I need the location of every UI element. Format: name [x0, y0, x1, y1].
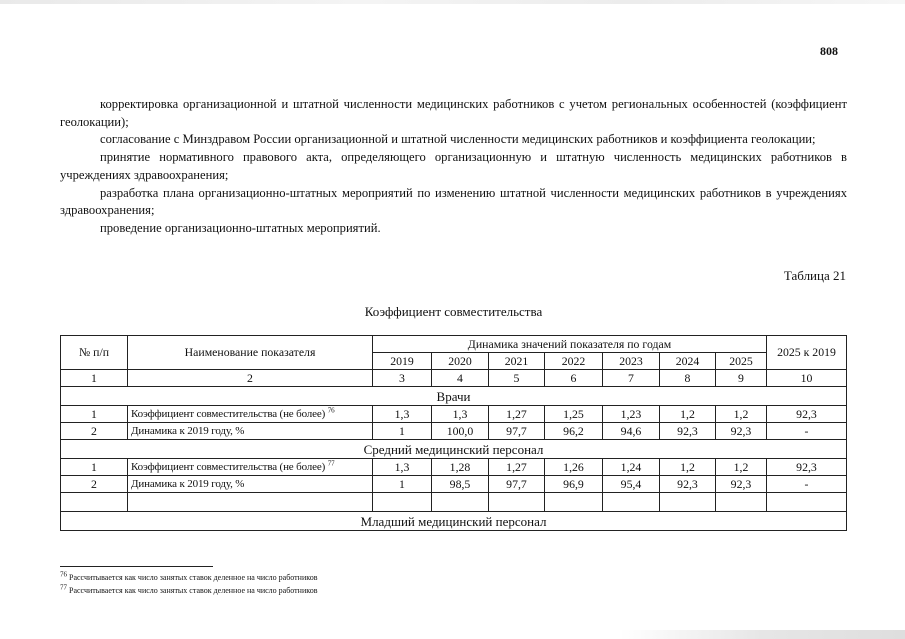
cell-value: 1	[373, 476, 432, 493]
cell-value: 98,5	[432, 476, 489, 493]
column-number: 5	[489, 370, 545, 387]
cell-value: 1,3	[373, 406, 432, 423]
cell-value: 92,3	[716, 423, 767, 440]
section-row	[61, 440, 847, 459]
footnote-text: Рассчитывается как число занятых ставок деленное на число работников	[69, 586, 318, 595]
cell-value: 100,0	[432, 423, 489, 440]
page-number: 808	[820, 44, 838, 58]
footnote-text: Рассчитывается как число занятых ставок деленное на число работников	[69, 573, 318, 582]
cell-value: 1,26	[545, 459, 603, 476]
header-year: 2024	[660, 353, 716, 370]
section-title: Врачи	[61, 387, 847, 406]
row-name	[128, 459, 373, 476]
cell-value: 1,25	[545, 406, 603, 423]
table-row	[61, 459, 847, 476]
cell-value: 1,2	[716, 459, 767, 476]
cell-value: 92,3	[660, 423, 716, 440]
footnote-ref: 77	[327, 458, 335, 467]
cell-value: 1,3	[373, 459, 432, 476]
cell-value: 1,2	[660, 459, 716, 476]
empty-cell	[716, 493, 767, 512]
empty-cell	[767, 493, 847, 512]
row-name: Динамика к 2019 году, %	[128, 476, 373, 493]
table-label: Таблица 21	[783, 268, 846, 283]
section-title: Младший медицинский персонал	[61, 512, 847, 531]
cell-ratio: 92,3	[767, 459, 847, 476]
table-header-row	[61, 336, 847, 353]
cell-value: 92,3	[716, 476, 767, 493]
cell-value: 1,27	[489, 406, 545, 423]
paragraph: разработка плана организационно-штатных мероприятий по изменению штатной численности медицинских работников в учреждениях здравоохранения;	[60, 185, 847, 218]
paragraph: проведение организационно-штатных мероприятий.	[100, 220, 381, 235]
footnote-separator	[60, 566, 213, 567]
cell-value: 96,2	[545, 423, 603, 440]
column-number: 10	[767, 370, 847, 387]
cell-value: 92,3	[660, 476, 716, 493]
cell-value: 1,3	[432, 406, 489, 423]
column-number: 1	[61, 370, 128, 387]
header-year: 2019	[373, 353, 432, 370]
column-number: 3	[373, 370, 432, 387]
header-year: 2022	[545, 353, 603, 370]
row-num: 2	[61, 423, 128, 440]
column-number: 2	[128, 370, 373, 387]
scan-edge-bottom	[620, 630, 905, 639]
paragraph: принятие нормативного правового акта, определяющего организационную и штатную численность медицинских работников в учреждениях здравоохранения;	[60, 150, 847, 182]
coefficient-table	[60, 335, 847, 531]
empty-cell	[61, 493, 128, 512]
scan-edge-top	[0, 0, 905, 4]
column-number: 6	[545, 370, 603, 387]
row-name	[128, 406, 373, 423]
header-year: 2025	[716, 353, 767, 370]
header-year: 2023	[603, 353, 660, 370]
cell-ratio: 92,3	[767, 406, 847, 423]
table-row	[61, 406, 847, 423]
cell-value: 1,23	[603, 406, 660, 423]
empty-cell	[373, 493, 432, 512]
paragraph: согласование с Минздравом России организационной и штатной численности медицинских работников и коэффициента геолокации;	[100, 132, 816, 147]
cell-value: 96,9	[545, 476, 603, 493]
column-number-row	[61, 370, 847, 387]
header-dynamics: Динамика значений показателя по годам	[373, 336, 767, 353]
table-title: Коэффициент совместительства	[364, 304, 543, 319]
table-row	[61, 476, 847, 493]
empty-cell	[128, 493, 373, 512]
row-num: 1	[61, 406, 128, 423]
empty-cell	[489, 493, 545, 512]
empty-cell	[660, 493, 716, 512]
footnote	[60, 570, 318, 582]
empty-cell	[603, 493, 660, 512]
row-num: 2	[61, 476, 128, 493]
cell-ratio: -	[767, 423, 847, 440]
column-number: 4	[432, 370, 489, 387]
cell-value: 1,28	[432, 459, 489, 476]
section-row	[61, 387, 847, 406]
header-ratio: 2025 к 2019	[767, 336, 847, 370]
column-number: 8	[660, 370, 716, 387]
cell-value: 97,7	[489, 476, 545, 493]
empty-row	[61, 493, 847, 512]
body-text	[60, 96, 847, 238]
table-row	[61, 423, 847, 440]
header-year: 2021	[489, 353, 545, 370]
row-num: 1	[61, 459, 128, 476]
footnote	[60, 583, 318, 595]
column-number: 7	[603, 370, 660, 387]
cell-value: 1,24	[603, 459, 660, 476]
section-title: Средний медицинский персонал	[61, 440, 847, 459]
section-row	[61, 512, 847, 531]
row-name-text: Коэффициент совместительства (не более)	[131, 460, 326, 473]
header-name: Наименование показателя	[128, 336, 373, 370]
cell-value: 97,7	[489, 423, 545, 440]
empty-cell	[432, 493, 489, 512]
cell-ratio: -	[767, 476, 847, 493]
footnote-mark: 76	[60, 570, 67, 579]
empty-cell	[545, 493, 603, 512]
cell-value: 1,2	[716, 406, 767, 423]
cell-value: 95,4	[603, 476, 660, 493]
column-number: 9	[716, 370, 767, 387]
cell-value: 94,6	[603, 423, 660, 440]
footnote-ref: 76	[327, 405, 335, 414]
header-year: 2020	[432, 353, 489, 370]
cell-value: 1	[373, 423, 432, 440]
header-num: № п/п	[61, 336, 128, 370]
cell-value: 1,2	[660, 406, 716, 423]
row-name-text: Коэффициент совместительства (не более)	[131, 407, 326, 420]
cell-value: 1,27	[489, 459, 545, 476]
paragraph: корректировка организационной и штатной численности медицинских работников с учетом региональных особенностей (коэффициент геолокации);	[60, 97, 847, 129]
row-name: Динамика к 2019 году, %	[128, 423, 373, 440]
footnote-mark: 77	[60, 583, 67, 592]
